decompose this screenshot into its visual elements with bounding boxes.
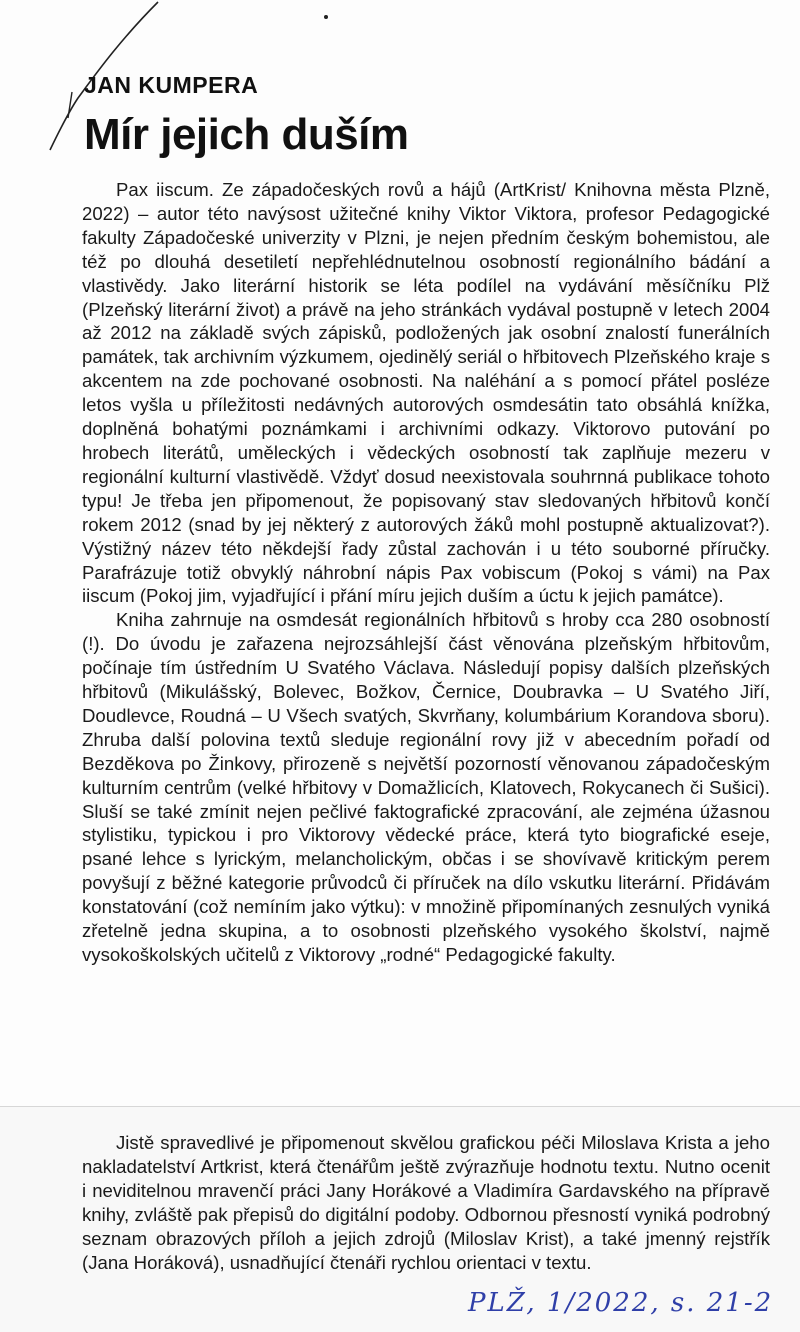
paragraph: Kniha zahrnuje na osmdesát regionálních hřbitovů s hroby cca 280 osobností (!). Do úvodu je zařazena nejrozsáhlejší část věnována plzeňským hřbitovům, počínaje tím ústředním U Svatého Václava. Následují popisy dalších plzeňských hřbitovů (Mikulášský, Bolevec, Božkov, Černice, Doubravka – U Svatého Jiří, Doudlevce, Roudná – U Všech svatých, Skvrňany, kolumbárium Korandova sboru). Zhruba další polovina textů sleduje regionální rovy již v abecedním pořadí od Bezděkova po Žinkovy, přirozeně s největší pozorností věnovanou západočeským kulturním centrům (velké hřbitovy v Domažlicích, Klatovech, Rokycanech či Sušici). Sluší se také zmínit nejen pečlivé faktografické zpracování, ale zejména úžasnou stylistiku, typickou i pro Viktorovy vědecké práce, která tyto biografické eseje, psané lehce s lyrickým, melancholickým, občas i se shovívavě kritickým perem povyšují z běžné kategorie průvodců či příruček na dílo vskutku literární. Přidávám konstatování (což nemíním jako výtku): v množině připomínaných zesnulých vyniká zřetelně jedna skupina, a to osobnosti plzeňského vysokého školství, najmě vysokoškolských učitelů z Viktorovy „rodné“ Pedagogické fakulty. — [82, 609, 770, 965]
paragraph: Jistě spravedlivé je připomenout skvělou grafickou péči Miloslava Krista a jeho nakladatelství Artkrist, která čtenářům ještě zvýrazňuje hodnotu textu. Nutno ocenit i neviditelnou mravenčí práci Jany Horákové a Vladimíra Gardavského na přípravě knihy, zvláště pak přepisů do digitální podoby. Odbornou přesností vyniká podrobný seznam obrazových příloh a jejich zdrojů (Miloslav Krist), a také jmenný rejstřík (Jana Horáková), usnadňující čtenáři rychlou orientaci v textu. — [82, 1132, 770, 1273]
handwritten-source-note: PLŽ, 1/2022, s. 21-2 — [468, 1288, 774, 1318]
continuation-body — [82, 1131, 770, 1274]
dust-speck — [324, 15, 328, 19]
article-author: JAN KUMPERA — [84, 72, 259, 98]
paragraph: Pax iiscum. Ze západočeských rovů a hájů (ArtKrist/ Knihovna města Plzně, 2022) – autor této navýsost užitečné knihy Viktor Viktora, profesor Pedagogické fakulty Západočeské univerzity v Plzni, je nejen předním českým bohemistou, ale též po dlouhá desetiletí nepřehlédnutelnou osobností regionálního bádání a vlastivědy. Jako literární historik se léta podílel na vydávání měsíčníku Plž (Plzeňský literární život) a právě na jeho stránkách vydával postupně v letech 2004 až 2012 na základě svých zápisků, podložených jak osobní znalostí funerálních památek, tak archivním výzkumem, ojedinělý seriál o hřbitovech Plzeňského kraje s akcentem na zde pochované osobnosti. Na naléhání a s pomocí přátel posléze letos vyšla u příležitosti nedávných autorových osmdesátin tato obsáhlá knížka, doplněná bohatými poznámkami i archivními odkazy. Viktorovo putování po hrobech literátů, uměleckých i vědeckých osobností tak zaplňuje mezeru v regionální kulturní vlastivědě. Vždyť dosud neexistovala souhrnná publikace tohoto typu! Je třeba jen připomenout, že popisovaný stav sledovaných hřbitovů končí rokem 2012 (snad by jej některý z autorových žáků mohl postupně aktualizovat?). Výstižný název této někdejší řady zůstal zachován i u této souborné příručky. Parafrázuje totiž obvyklý náhrobní nápis Pax vobiscum (Pokoj s vámi) na Pax iiscum (Pokoj jim, vyjadřující i přání míru jejich duším a úctu k jejich památce). — [82, 179, 770, 607]
article-body — [82, 178, 770, 967]
article-title: Mír jejich duším — [84, 110, 409, 159]
